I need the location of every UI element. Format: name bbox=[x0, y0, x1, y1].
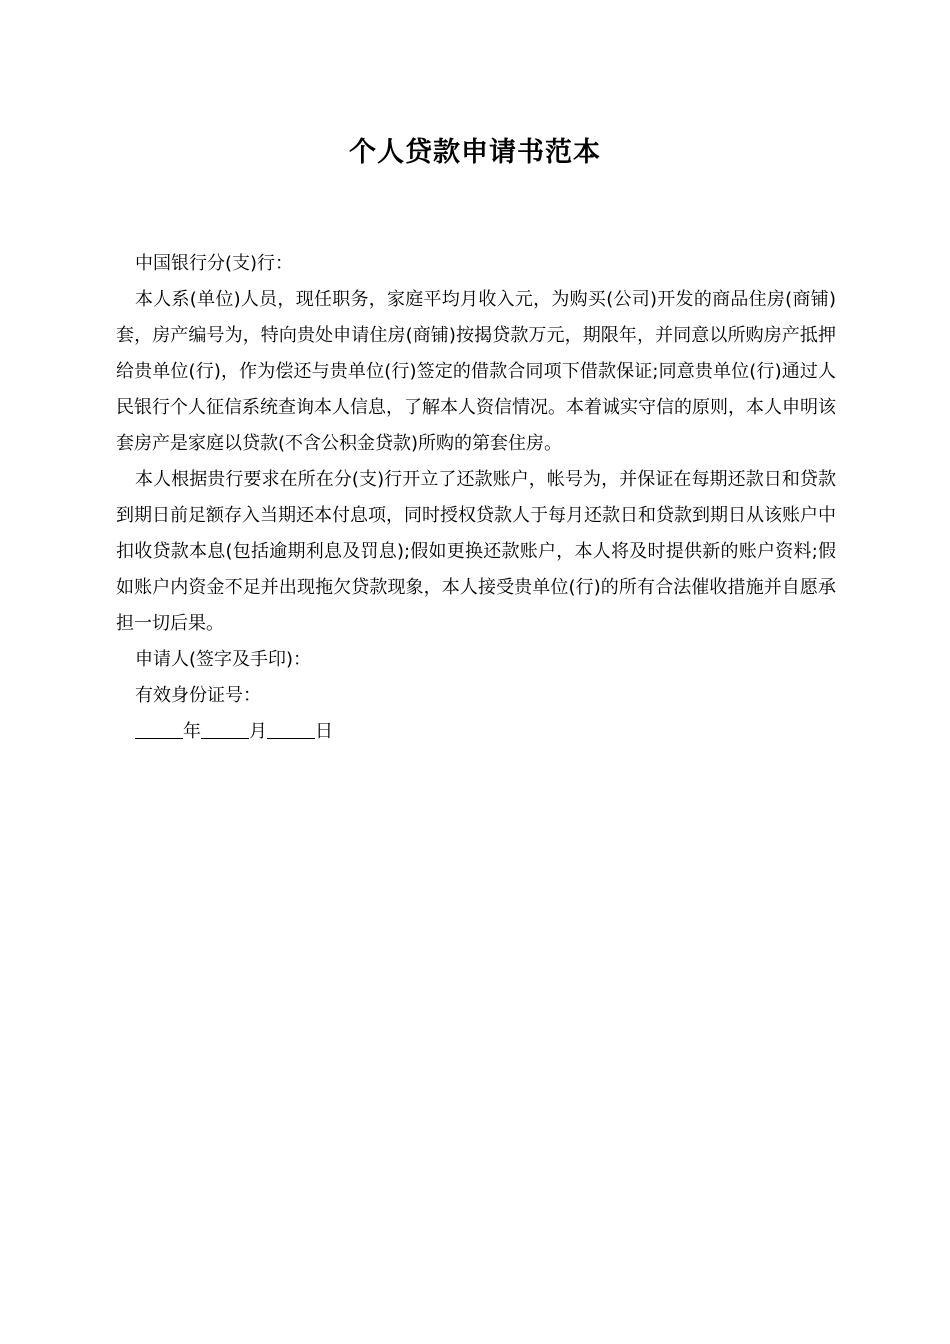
id-number-label: 有效身份证号： bbox=[135, 685, 261, 706]
year-label: 年 bbox=[183, 721, 201, 742]
salutation: 中国银行分(支)行： bbox=[135, 253, 294, 274]
date-line bbox=[116, 714, 836, 750]
year-blank bbox=[135, 720, 183, 739]
month-blank bbox=[201, 720, 249, 739]
document-title: 个人贷款申请书范本 bbox=[349, 137, 601, 168]
day-label: 日 bbox=[315, 721, 333, 742]
month-label: 月 bbox=[249, 721, 267, 742]
day-blank bbox=[267, 720, 315, 739]
paragraph-1: 本人系(单位)人员，现任职务，家庭平均月收入元，为购买(公司)开发的商品住房(商铺)套，房产编号为，特向贵处申请住房(商铺)按揭贷款万元，期限年，并同意以所购房产抵押给贵单位(行)，作为偿还与贵单位(行)签定的借款合同项下借款保证;同意贵单位(行)通过人民银行个人征信系统查询本人信息，了解本人资信情况。本着诚实守信的原则，本人申明该套房产是家庭以贷款(不含公积金贷款)所购的第套住房。 bbox=[116, 289, 836, 454]
applicant-signature-label: 申请人(签字及手印)： bbox=[135, 649, 312, 670]
paragraph-2: 本人根据贵行要求在所在分(支)行开立了还款账户，帐号为，并保证在每期还款日和贷款到期日前足额存入当期还本付息项，同时授权贷款人于每月还款日和贷款到期日从该账户中扣收贷款本息(包括逾期利息及罚息);假如更换还款账户，本人将及时提供新的账户资料;假如账户内资金不足并出现拖欠贷款现象，本人接受贵单位(行)的所有合法催收措施并自愿承担一切后果。 bbox=[116, 469, 836, 634]
document-body bbox=[116, 246, 836, 750]
